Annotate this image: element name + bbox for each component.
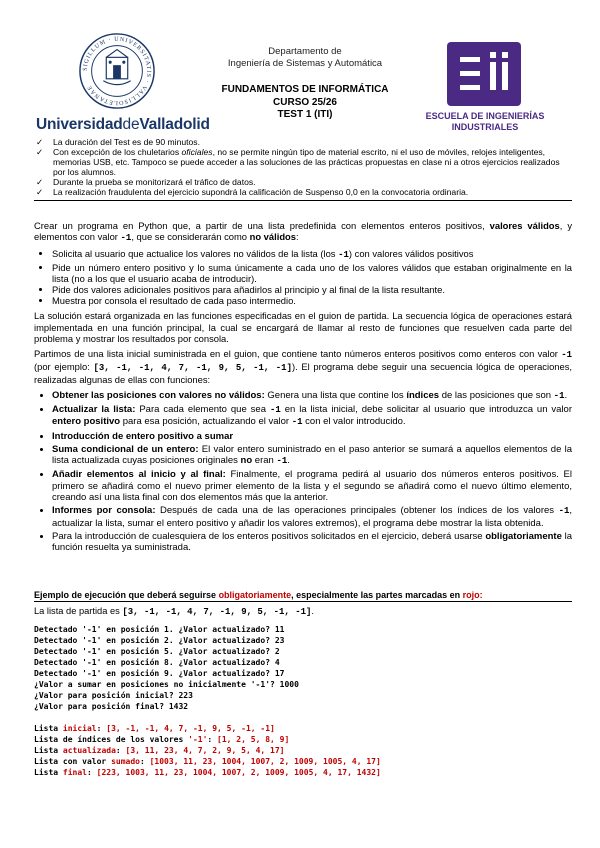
- check-icon: ✓: [36, 177, 44, 188]
- intro-paragraph: Crear un programa en Python que, a partir de una lista predefinida con elementos enteros positivos, valores válidos, y elementos con valor -1, que se considerarán como no válidos:: [34, 220, 573, 244]
- console-line: ¿Valor para posición inicial? 223: [34, 691, 193, 700]
- result-line: Lista inicial: [3, -1, -1, 4, 7, -1, 9, 5, -1, -1]: [34, 724, 275, 733]
- school-logo: [447, 42, 521, 106]
- list-item: • Pide dos valores adicionales positivos para añadirlos al principio y al final de la lista resultante.: [52, 284, 572, 295]
- school-name-line-2: INDUSTRIALES: [451, 121, 519, 132]
- console-line: Detectado '-1' en posición 5. ¿Valor actualizado? 2: [34, 647, 280, 656]
- exercise-statement: [34, 220, 572, 558]
- result-line: Lista final: [223, 1003, 11, 23, 1004, 1007, 2, 1009, 1005, 4, 17, 1432]: [34, 768, 381, 777]
- list-item: • Introducción de entero positivo a sumar: [52, 431, 572, 442]
- university-name: UniversidaddeValladolid: [36, 116, 210, 133]
- starting-list: La lista de partida es [3, -1, -1, 4, 7, -1, 9, 5, -1, -1].: [34, 606, 314, 617]
- console-line: ¿Valor a sumar en posiciones no inicialmente '-1'? 1000: [34, 680, 299, 689]
- initial-list-paragraph: Partimos de una lista inicial suministrada en el guion, que contiene tanto números enteros positivos como enteros con valor -1 (por ejemplo: [3, -1, -1, 4, 7, -1, 9, 5, -1, -1]). El programa debe seguir una secuencia lógica de operaciones, realizadas algunas de ellas con funciones:: [34, 348, 572, 386]
- department-line-2: Ingeniería de Sistemas y Automática: [227, 58, 383, 69]
- result-line: Lista con valor sumado: [1003, 11, 23, 1004, 1007, 2, 1009, 1005, 4, 17]: [34, 757, 381, 766]
- example-title: Ejemplo de ejecución que deberá seguirse obligatoriamente, especialmente las partes marcadas en rojo:: [34, 590, 572, 602]
- console-line: Detectado '-1' en posición 9. ¿Valor actualizado? 17: [34, 669, 285, 678]
- course-heading: [200, 84, 410, 122]
- list-item: • Pide un número entero positivo y lo suma únicamente a cada uno de los valores válidos que estaban originalmente en la lista (no a los que el usuario acaba de introducir).: [52, 262, 572, 284]
- list-item: • Informes por consola: Después de cada una de las operaciones principales (obtener los índices de los valores -1, actualizar la lista, sumar el entero positivo y añadir los valores extremos), el programa debe mostrar la lista obtenida.: [52, 505, 572, 529]
- structure-paragraph: La solución estará organizada en las funciones especificadas en el guion de partida. La secuencia lógica de operaciones estará implementada en una función principal, la cual se encargará de llamar al resto de funciones que resuelven cada parte del problema y mostrar los resultados por consola.: [34, 310, 572, 344]
- rule-item: ✓ Con excepción de los chuletarios oficiales, no se permite ningún tipo de material escrito, ni el uso de móviles, relojes inteligentes, memorias USB, etc. Tampoco se puede acceder a las soluciones de las prácticas propuestas en clase ni a otros ejercicios realizados por los alumnos.: [36, 147, 560, 178]
- course-title: FUNDAMENTOS DE INFORMÁTICA: [221, 84, 389, 95]
- course-year: CURSO 25/26: [273, 96, 337, 108]
- school-name: [410, 111, 560, 132]
- result-output: [34, 723, 572, 778]
- functions-list: [34, 390, 572, 554]
- department: [200, 46, 410, 70]
- rule-item: ✓ La realización fraudulenta del ejercicio supondrá la calificación de Suspenso 0,0 en la convocatoria ordinaria.: [36, 187, 469, 198]
- check-icon: ✓: [36, 187, 44, 198]
- console-line: Detectado '-1' en posición 2. ¿Valor actualizado? 23: [34, 636, 285, 645]
- console-output: [34, 624, 572, 712]
- exam-rules: [34, 137, 572, 201]
- rule-item: ✓ La duración del Test es de 90 minutos.: [36, 137, 200, 147]
- university-seal-logo: [78, 32, 156, 110]
- intro-list: [34, 248, 572, 306]
- rule-item: ✓ Durante la prueba se monitorizará el tráfico de datos.: [36, 177, 256, 188]
- list-item: • Solicita al usuario que actualice los valores no válidos de la lista (los -1) con valores válidos positivos: [52, 248, 572, 261]
- check-icon: ✓: [36, 137, 44, 147]
- console-line: Detectado '-1' en posición 1. ¿Valor actualizado? 11: [34, 625, 285, 634]
- console-line: ¿Valor para posición final? 1432: [34, 702, 189, 711]
- check-icon: ✓: [36, 147, 44, 158]
- list-item: • Para la introducción de cualesquiera de los enteros positivos solicitados en el ejercicio, deberá usarse obligatoriamente la función resuelta ya suministrada.: [52, 531, 572, 554]
- seal-lettering: SIGILLUM · UNIVERSITATIS · VALLISOLETANAE: [82, 36, 152, 106]
- result-line: Lista actualizada: [3, 11, 23, 4, 7, 2, 9, 5, 4, 17]: [34, 746, 285, 755]
- console-line: Detectado '-1' en posición 8. ¿Valor actualizado? 4: [34, 658, 280, 667]
- result-line: Lista de índices de los valores '-1': [1, 2, 5, 8, 9]: [34, 735, 290, 744]
- department-line-1: Departamento de: [268, 46, 342, 57]
- list-item: • Obtener las posiciones con valores no válidos: Genera una lista que contine los índices de las posiciones que son -1.: [52, 390, 572, 402]
- execution-example: [34, 590, 572, 778]
- school-name-line-1: ESCUELA DE INGENIERÍAS: [425, 111, 545, 121]
- list-item: • Actualizar la lista: Para cada elemento que sea -1 en la lista inicial, debe solicitar al usuario que introduzca un valor entero positivo para esa posición, actualizando el valor -1 con el valor introducido.: [52, 404, 572, 429]
- list-item: • Suma condicional de un entero: El valor entero suministrado en el paso anterior se sumará a aquellos elementos de la lista actualizada cuyas posiciones originales no eran -1.: [52, 444, 572, 468]
- list-item: • Añadir elementos al inicio y al final: Finalmente, el programa pedirá al usuario dos números enteros positivos. El primero se añadirá como el nuevo primer elemento de la lista y el segundo se añadirá como el nuevo último elemento, creando así una lista final con dos elementos más que la anterior.: [52, 469, 572, 503]
- test-name: TEST 1 (ITI): [277, 109, 333, 120]
- list-item: • Muestra por consola el resultado de cada paso intermedio.: [52, 295, 572, 306]
